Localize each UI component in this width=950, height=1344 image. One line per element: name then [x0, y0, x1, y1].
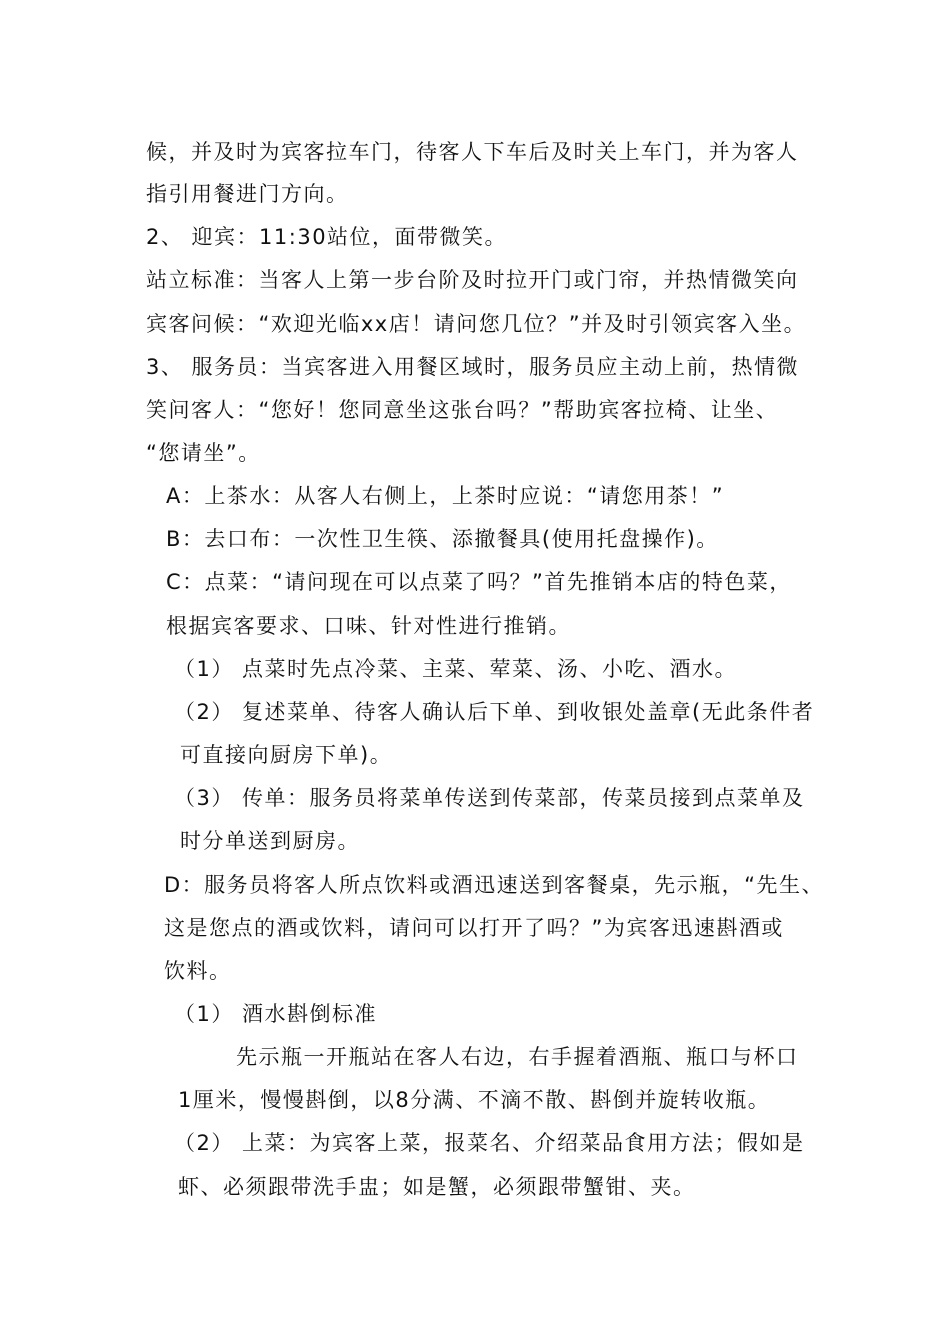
text-line: 2、 迎宾：11:30站位，面带微笑。: [146, 225, 508, 249]
text-line: 1厘米，慢慢斟倒，以8分满、不滴不散、斟倒并旋转收瓶。: [178, 1088, 771, 1112]
text-line: 站立标准：当客人上第一步台阶及时拉开门或门帘，并热情微笑向: [146, 268, 799, 292]
text-line: 这是您点的酒或饮料，请问可以打开了吗？”为宾客迅速斟酒或: [164, 916, 784, 940]
text-line: 饮料。: [164, 959, 232, 983]
text-line: D：服务员将客人所点饮料或酒迅速送到客餐桌，先示瓶，“先生、: [164, 873, 825, 897]
text-line: （1） 点菜时先点冷菜、主菜、荤菜、汤、小吃、酒水。: [174, 657, 738, 681]
text-line: C：点菜：“请问现在可以点菜了吗？”首先推销本店的特色菜，: [166, 570, 792, 594]
text-line: （2） 复述菜单、待客人确认后下单、到收银处盖章(无此条件者: [174, 700, 815, 724]
text-line: 根据宾客要求、口味、针对性进行推销。: [166, 614, 571, 638]
text-line: （1） 酒水斟倒标准: [174, 1002, 378, 1026]
text-line: 笑问客人：“您好！您同意坐这张台吗？”帮助宾客拉椅、让坐、: [146, 398, 779, 422]
text-line: 时分单送到厨房。: [180, 829, 360, 853]
text-line: 宾客问候：“欢迎光临xx店！请问您几位？”并及时引领宾客入坐。: [146, 312, 807, 336]
text-line: 候，并及时为宾客拉车门，待客人下车后及时关上车门，并为客人: [146, 140, 799, 164]
text-line: 指引用餐进门方向。: [146, 182, 349, 206]
text-line: 3、 服务员：当宾客进入用餐区域时，服务员应主动上前，热情微: [146, 355, 800, 379]
text-line: 可直接向厨房下单)。: [180, 743, 393, 767]
text-line: 虾、必须跟带洗手盅；如是蟹，必须跟带蟹钳、夹。: [178, 1175, 696, 1199]
text-line: 先示瓶一开瓶站在客人右边，右手握着酒瓶、瓶口与杯口: [236, 1045, 799, 1069]
text-line: （2） 上菜：为宾客上菜，报菜名、介绍菜品食用方法；假如是: [174, 1131, 805, 1155]
text-line: “您请坐”。: [146, 441, 261, 465]
text-line: （3） 传单：服务员将菜单传送到传菜部，传菜员接到点菜单及: [174, 786, 805, 810]
text-line: B：去口布：一次性卫生筷、添撤餐具(使用托盘操作)。: [166, 527, 719, 551]
text-line: A：上茶水：从客人右侧上，上茶时应说：“请您用茶！”: [166, 484, 725, 508]
